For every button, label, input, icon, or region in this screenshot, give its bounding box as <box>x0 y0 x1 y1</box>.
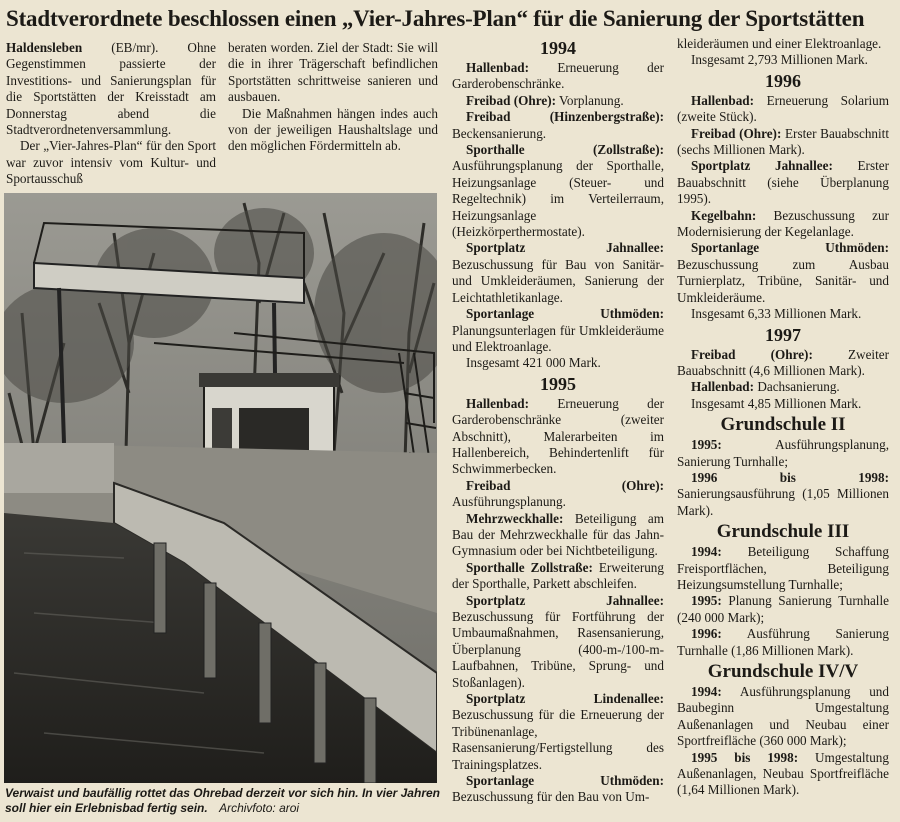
entry-1996-uthmoeden: Sportanlage Uthmöden: Bezuschussung zum Ausbau Turnierplatz, Tribüne, Sanitär- und Umkleideräume. <box>677 240 889 305</box>
year-heading-1995: 1995 <box>540 373 576 394</box>
entry-gs4-1994: 1994: Ausführungsplanung und Baubeginn Umgestaltung Außenanlagen und Neubau einer Sportfreifläche (360 000 Mark); <box>677 684 889 749</box>
total-1995: Insgesamt 2,793 Millionen Mark. <box>691 52 868 68</box>
entry-gs3-1995: 1995: Planung Sanierung Turnhalle (240 000 Mark); <box>677 593 889 625</box>
intro-column-2 <box>228 40 438 155</box>
intro-lead-text: (EB/mr). Ohne Gegenstimmen passierte der Investitions- und Sanierungsplan für die Sportstätten der Kreisstadt am Donnerstag abend die Stadtverordnetenversammlung. <box>6 40 216 138</box>
intro-paragraph-2-cont: beraten worden. Ziel der Stadt: Sie will die in ihrer Trägerschaft befindlichen Sportstätten schrittweise sanieren und ausbauen. <box>228 40 438 105</box>
total-1994: Insgesamt 421 000 Mark. <box>466 355 601 371</box>
caption-text: Verwaist und baufällig rottet das Ohrebad derzeit vor sich hin. In vier Jahren soll hier ein Erlebnisbad fertig sein. <box>5 786 440 815</box>
entry-1995-freibad: Freibad (Ohre): Ausführungsplanung. <box>452 477 664 510</box>
heading-grundschule-4-5: Grundschule IV/V <box>707 661 859 682</box>
dateline: Haldensleben <box>6 40 83 55</box>
total-1996: Insgesamt 6,33 Millionen Mark. <box>691 306 862 322</box>
total-1997: Insgesamt 4,85 Millionen Mark. <box>691 395 862 411</box>
entry-gs4-1995-1998: 1995 bis 1998: Umgestaltung Außenanlagen, Neubau Sportfreifläche (1,64 Millionen Mark). <box>677 749 889 798</box>
entry-gs3-1994: 1994: Beteiligung Schaffung Freisportflächen, Beteiligung Heizungsumstellung Turnhalle; <box>677 544 889 592</box>
year-heading-1997: 1997 <box>765 324 801 345</box>
entry-gs3-1996: 1996: Ausführung Sanierung Turnhalle (1,86 Millionen Mark). <box>677 626 889 658</box>
heading-grundschule-2: Grundschule II <box>720 414 846 436</box>
entry-1996-kegelbahn: Kegelbahn: Bezuschussung zur Modernisierung der Kegelanlage. <box>677 207 889 240</box>
intro-paragraph-2: Der „Vier-Jahres-Plan“ für den Sport war zuvor intensiv vom Kultur- und Sportausschuß <box>6 138 216 187</box>
entry-1995-sporthalle: Sporthalle Zollstraße: Erweiterung der Sporthalle, Parkett abschleifen. <box>452 559 664 592</box>
heading-grundschule-3: Grundschule III <box>716 521 850 543</box>
entry-1997-hallenbad: Hallenbad: Dachsanierung. <box>691 379 840 395</box>
diving-tower-photo <box>4 193 437 783</box>
headline: Stadtverordnete beschlossen einen „Vier-Jahres-Plan“ für die Sanierung der Sportstätten <box>6 6 865 31</box>
plan-column-4 <box>677 36 889 799</box>
entry-1996-jahnallee: Sportplatz Jahnallee: Erster Bauabschnitt (siehe Überplanung 1995). <box>677 158 889 207</box>
photo-caption <box>5 786 441 816</box>
entry-1996-freibad: Freibad (Ohre): Erster Bauabschnitt (sechs Millionen Mark). <box>677 125 889 158</box>
entry-1994-sportplatz-jahnallee: Sportplatz Jahnallee: Bezuschussung für Bau von Sanitär- und Umkleideräumen, Sanierung der Leichtathletikanlage. <box>452 240 664 305</box>
entry-1995-jahnallee: Sportplatz Jahnallee: Bezuschussung für Fortführung der Umbaumaßnahmen, Rasensanierung, Überplanung (400-m-/100-m-Laufbahnen, Tribüne, Sprung- und Stoßanlagen). <box>452 592 664 690</box>
entry-1995-mehrzweckhalle: Mehrzweckhalle: Beteiligung am Bau der Mehrzweckhalle für das Jahn-Gymnasium oder bei Nichtbeteiligung. <box>452 510 664 559</box>
entry-1997-freibad: Freibad (Ohre): Zweiter Bauabschnitt (4,6 Millionen Mark). <box>677 346 889 378</box>
entry-1994-freibad-ohre: Freibad (Ohre): Vorplanung. <box>466 92 624 108</box>
photo-credit: Archivfoto: aroi <box>219 801 300 815</box>
entry-1994-freibad-hinzenberg: Freibad (Hinzenbergstraße): Beckensanierung. <box>452 109 664 141</box>
intro-paragraph-3: Die Maßnahmen hängen indes auch von der jeweiligen Haushaltslage und den möglichen Fördermitteln ab. <box>228 105 438 154</box>
entry-1995-hallenbad: Hallenbad: Erneuerung der Garderobenschränke (zweiter Abschnitt), Malerarbeiten im Hallenbereich, Behindertenlift für Schwimmerbecken. <box>452 395 664 477</box>
year-heading-1994: 1994 <box>540 38 576 58</box>
year-heading-1996: 1996 <box>765 70 801 91</box>
plan-column-3 <box>452 36 664 806</box>
entry-1994-hallenbad: Hallenbad: Erneuerung der Garderobenschränke. <box>452 60 664 92</box>
entry-1994-sporthalle: Sporthalle (Zollstraße): Ausführungsplanung der Sporthalle, Heizungsanlage (Steuer- und Regeltechnik) im Verteilerraum, Heizungsanlage (Heizkörperthermostate). <box>452 142 664 240</box>
entry-gs2-1995: 1995: Ausführungsplanung, Sanierung Turnhalle; <box>677 437 889 469</box>
entry-1994-uthmoeden: Sportanlage Uthmöden: Planungsunterlagen für Umkleideräume und Elektroanlage. <box>452 306 664 354</box>
intro-column-1 <box>6 40 216 188</box>
entry-1995-lindenallee: Sportplatz Lindenallee: Bezuschussung für die Erneuerung der Tribünenanlage, Rasensanierung/Fertigstellung des Trainingsplatzes. <box>452 691 664 772</box>
entry-gs2-1996-1998: 1996 bis 1998: Sanierungsausführung (1,05 Millionen Mark). <box>677 469 889 518</box>
entry-1995-uthmoeden-cont: kleideräumen und einer Elektroanlage. <box>677 36 882 51</box>
entry-1995-uthmoeden: Sportanlage Uthmöden: Bezuschussung für den Bau von Um- <box>452 773 664 805</box>
entry-1996-hallenbad: Hallenbad: Erneuerung Solarium (zweite Stück). <box>677 92 889 125</box>
